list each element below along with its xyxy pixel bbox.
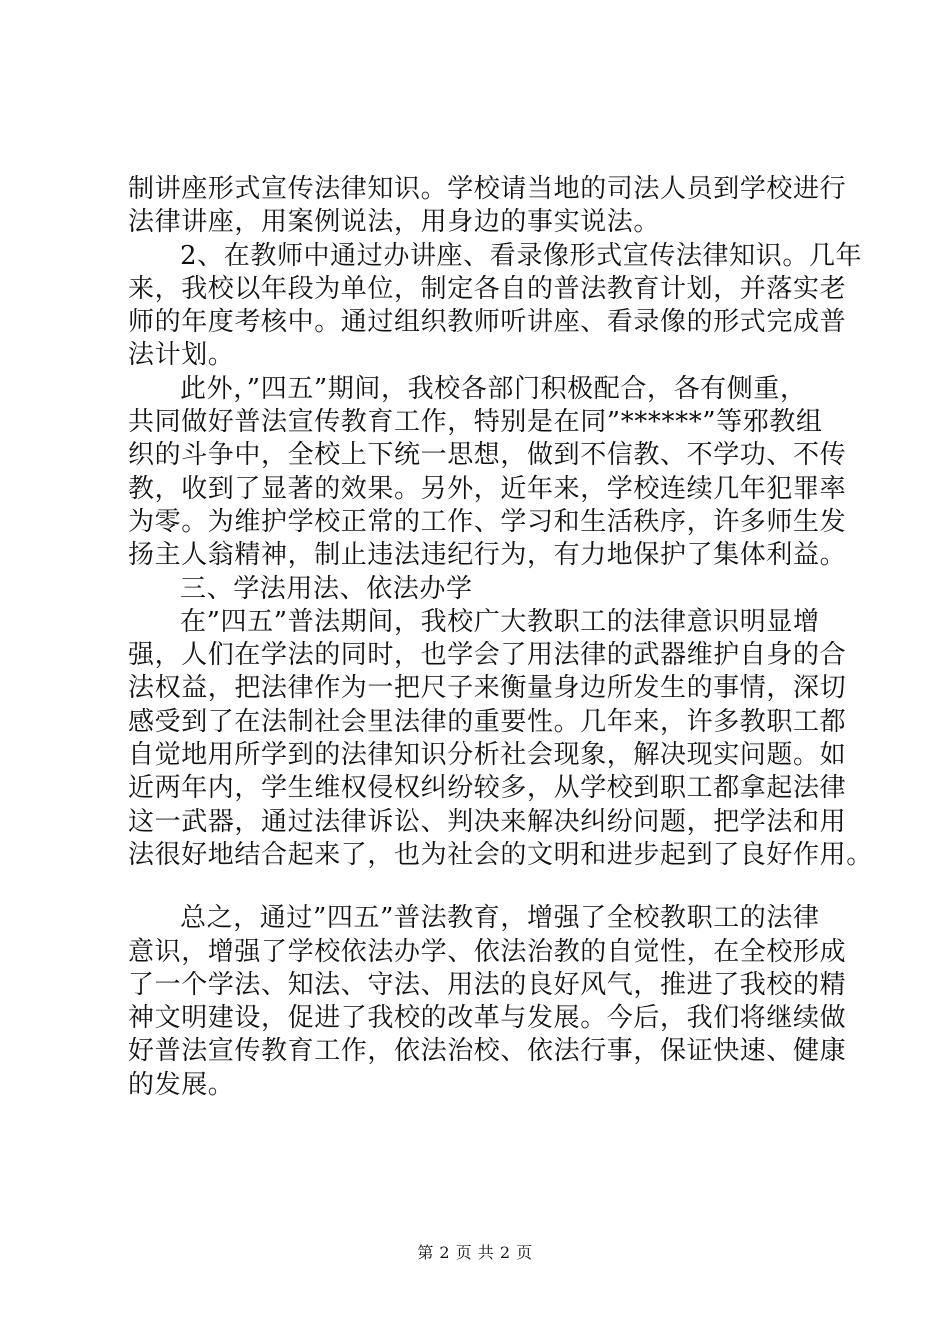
text-line: 为零。为维护学校正常的工作、学习和生活秩序，许多师生发 [128, 506, 847, 537]
text-line: 近两年内，学生维权侵权纠纷较多，从学校到职工都拿起法律 [128, 773, 847, 804]
text-line: 师的年度考核中。通过组织教师听讲座、看录像的形式完成普 [128, 307, 847, 338]
text-line: 这一武器，通过法律诉讼、判决来解决纠纷问题，把学法和用 [128, 806, 847, 837]
text-line: 了一个学法、知法、守法、用法的良好风气，推进了我校的精 [128, 969, 847, 1000]
text-line: 2、在教师中通过办讲座、看录像形式宣传法律知识。几年 [180, 240, 863, 271]
text-line: 好普法宣传教育工作，依法治校、依法行事，保证快速、健康 [128, 1036, 847, 1067]
text-line: 共同做好普法宣传教育工作，特别是在同”******”等邪教组 [128, 407, 823, 438]
text-line: 感受到了在法制社会里法律的重要性。几年来，许多教职工都 [128, 706, 847, 737]
text-line: 在”四五”普法期间，我校广大教职工的法律意识明显增 [180, 606, 820, 637]
text-line: 的发展。 [128, 1069, 235, 1100]
text-line: 总之，通过”四五”普法教育，增强了全校教职工的法律 [180, 903, 820, 934]
document-body [128, 173, 873, 1102]
text-line: 教，收到了显著的效果。另外，近年来，学校连续几年犯罪率 [128, 473, 847, 504]
text-line: 法权益，把法律作为一把尺子来衡量身边所发生的事情，深切 [128, 673, 847, 704]
paragraph-gap [128, 872, 828, 902]
text-line: 神文明建设，促进了我校的改革与发展。今后，我们将继续做 [128, 1003, 847, 1034]
text-line: 法计划。 [128, 340, 235, 371]
page-footer: 第 2 页 共 2 页 [417, 1243, 533, 1262]
text-line: 意识，增强了学校依法办学、依法治教的自觉性，在全校形成 [128, 936, 847, 967]
text-line: 强，人们在学法的同时，也学会了用法律的武器维护自身的合 [128, 640, 847, 671]
text-line: 织的斗争中，全校上下统一思想，做到不信教、不学功、不传 [128, 440, 847, 471]
text-line: 制讲座形式宣传法律知识。学校请当地的司法人员到学校进行 [128, 174, 847, 204]
text-line: 法律讲座，用案例说法，用身边的事实说法。 [128, 207, 661, 238]
text-line: 法很好地结合起来了，也为社会的文明和进步起到了良好作用。 [128, 839, 873, 870]
text-line: 此外，”四五”期间，我校各部门积极配合，各有侧重， [180, 373, 807, 404]
text-line: 三、学法用法、依法办学 [180, 573, 473, 604]
text-line: 来，我校以年段为单位，制定各自的普法教育计划，并落实老 [128, 273, 847, 304]
text-line: 自觉地用所学到的法律知识分析社会现象，解决现实问题。如 [128, 740, 847, 771]
text-line: 扬主人翁精神，制止违法违纪行为，有力地保护了集体利益。 [128, 540, 847, 571]
